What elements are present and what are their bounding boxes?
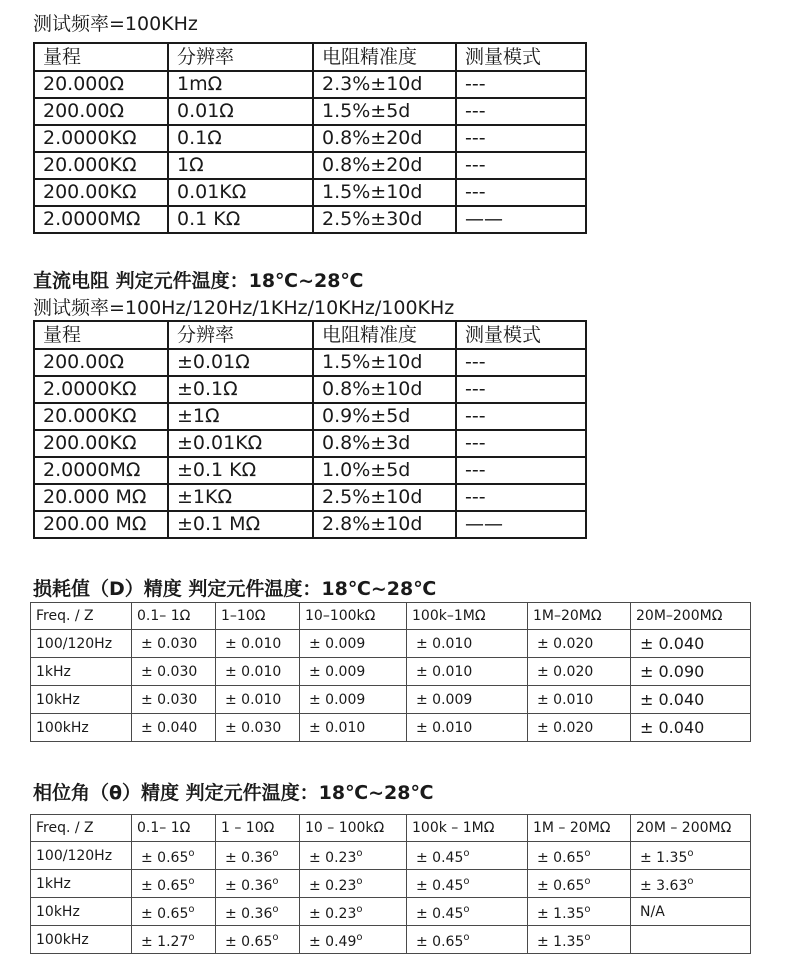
cell-frequency: 1kHz xyxy=(31,870,132,898)
phase-angle-accuracy-table xyxy=(30,814,751,954)
cell-range: 2.0000MΩ xyxy=(34,457,168,484)
cell-frequency: 10kHz xyxy=(31,898,132,926)
table-row xyxy=(34,349,586,376)
header-impedance-range: 20M – 200MΩ xyxy=(631,815,751,842)
cell-accuracy-value xyxy=(300,926,407,954)
degree-mark: o xyxy=(584,847,591,859)
loss-d-accuracy-table xyxy=(30,602,751,742)
cell-mode: —— xyxy=(456,511,586,538)
value-text: ± 0.36 xyxy=(225,849,273,866)
degree-mark: o xyxy=(188,847,195,859)
value-text: ± 0.65 xyxy=(416,933,464,950)
cell-accuracy-value xyxy=(407,870,528,898)
degree-mark: o xyxy=(188,903,195,915)
cell-accuracy-value: ± 0.009 xyxy=(300,630,407,658)
value-text: ± 1.35 xyxy=(640,849,688,866)
value-text: ± 3.63 xyxy=(640,877,688,894)
table-row xyxy=(34,484,586,511)
value-text: ± 0.36 xyxy=(225,877,273,894)
cell-accuracy-value: ± 0.009 xyxy=(300,686,407,714)
header-mode: 测量模式 xyxy=(456,321,586,349)
cell-accuracy-value xyxy=(300,898,407,926)
cell-resolution: ±1Ω xyxy=(168,403,313,430)
degree-mark: o xyxy=(356,931,363,943)
section-title-dc-resistance: 直流电阻 判定元件温度：18℃~28℃ xyxy=(33,270,364,292)
header-range: 量程 xyxy=(34,43,168,71)
table-row xyxy=(31,842,751,870)
cell-accuracy-value xyxy=(300,870,407,898)
header-accuracy: 电阻精准度 xyxy=(313,321,456,349)
value-text: ± 0.65 xyxy=(141,905,189,922)
value-text: ± 0.45 xyxy=(416,905,464,922)
section-title-loss-d: 损耗值（D）精度 判定元件温度：18℃~28℃ xyxy=(33,578,437,600)
cell-frequency: 100kHz xyxy=(31,714,132,742)
table-row xyxy=(31,870,751,898)
value-text: ± 0.65 xyxy=(225,933,273,950)
cell-accuracy-value xyxy=(407,842,528,870)
cell-mode: --- xyxy=(456,349,586,376)
cell-range: 200.00KΩ xyxy=(34,179,168,206)
degree-mark: o xyxy=(356,903,363,915)
cell-accuracy-value: ± 0.010 xyxy=(407,714,528,742)
cell-mode: --- xyxy=(456,484,586,511)
degree-mark: o xyxy=(584,903,591,915)
cell-accuracy: 0.8%±20d xyxy=(313,125,456,152)
cell-mode: --- xyxy=(456,457,586,484)
cell-accuracy-value: ± 0.010 xyxy=(300,714,407,742)
value-text: ± 0.45 xyxy=(416,849,464,866)
cell-accuracy-value xyxy=(132,870,216,898)
header-freq-z: Freq. / Z xyxy=(31,815,132,842)
cell-accuracy: 0.8%±3d xyxy=(313,430,456,457)
cell-frequency: 100kHz xyxy=(31,926,132,954)
table-row xyxy=(31,686,751,714)
table-row xyxy=(34,152,586,179)
cell-accuracy-value: ± 0.010 xyxy=(216,686,300,714)
cell-mode: —— xyxy=(456,206,586,233)
degree-mark: o xyxy=(584,931,591,943)
cell-range: 200.00Ω xyxy=(34,98,168,125)
degree-mark: o xyxy=(272,847,279,859)
table-row xyxy=(34,71,586,98)
table-header-row xyxy=(31,603,751,630)
cell-frequency: 1kHz xyxy=(31,658,132,686)
cell-resolution: 0.01Ω xyxy=(168,98,313,125)
header-impedance-range: 1 – 10Ω xyxy=(216,815,300,842)
table-row xyxy=(34,98,586,125)
cell-accuracy-value xyxy=(528,870,631,898)
header-impedance-range: 1M – 20MΩ xyxy=(528,815,631,842)
cell-resolution: ±0.1 MΩ xyxy=(168,511,313,538)
header-impedance-range: 10–100kΩ xyxy=(300,603,407,630)
value-text: ± 0.45 xyxy=(416,877,464,894)
cell-range: 200.00Ω xyxy=(34,349,168,376)
cell-range: 2.0000KΩ xyxy=(34,376,168,403)
cell-accuracy-value xyxy=(631,926,751,954)
cell-accuracy-value xyxy=(300,842,407,870)
cell-accuracy-value: ± 0.010 xyxy=(216,658,300,686)
value-text: ± 0.65 xyxy=(537,849,585,866)
table-row xyxy=(31,898,751,926)
cell-resolution: ±0.1 KΩ xyxy=(168,457,313,484)
table-row xyxy=(34,376,586,403)
cell-range: 20.000KΩ xyxy=(34,403,168,430)
cell-mode: --- xyxy=(456,125,586,152)
resistance-table-100khz xyxy=(33,42,587,234)
cell-resolution: ±1KΩ xyxy=(168,484,313,511)
degree-mark: o xyxy=(356,875,363,887)
cell-accuracy-value: ± 0.020 xyxy=(528,714,631,742)
header-freq-z: Freq. / Z xyxy=(31,603,132,630)
freq-line-multi: 测试频率=100Hz/120Hz/1KHz/10KHz/100KHz xyxy=(33,297,455,319)
value-text: ± 1.35 xyxy=(537,905,585,922)
cell-accuracy: 0.8%±20d xyxy=(313,152,456,179)
header-mode: 测量模式 xyxy=(456,43,586,71)
cell-accuracy-value xyxy=(216,842,300,870)
cell-resolution: ±0.01KΩ xyxy=(168,430,313,457)
cell-range: 2.0000KΩ xyxy=(34,125,168,152)
table-row xyxy=(34,430,586,457)
cell-mode: --- xyxy=(456,98,586,125)
cell-resolution: ±0.1Ω xyxy=(168,376,313,403)
cell-accuracy: 0.9%±5d xyxy=(313,403,456,430)
cell-accuracy-value xyxy=(528,926,631,954)
cell-accuracy-value xyxy=(407,898,528,926)
cell-range: 200.00KΩ xyxy=(34,430,168,457)
cell-accuracy-value xyxy=(216,898,300,926)
cell-resolution: 1mΩ xyxy=(168,71,313,98)
cell-accuracy-value: ± 0.040 xyxy=(631,714,751,742)
table-row xyxy=(34,403,586,430)
cell-mode: --- xyxy=(456,71,586,98)
cell-range: 20.000 MΩ xyxy=(34,484,168,511)
cell-mode: --- xyxy=(456,376,586,403)
cell-accuracy: 0.8%±10d xyxy=(313,376,456,403)
value-text: ± 0.23 xyxy=(309,905,357,922)
header-impedance-range: 1M–20MΩ xyxy=(528,603,631,630)
cell-resolution: 0.1 KΩ xyxy=(168,206,313,233)
cell-frequency: 10kHz xyxy=(31,686,132,714)
cell-accuracy-value xyxy=(631,870,751,898)
cell-range: 2.0000MΩ xyxy=(34,206,168,233)
cell-accuracy-value: ± 0.010 xyxy=(407,630,528,658)
header-resolution: 分辨率 xyxy=(168,43,313,71)
header-range: 量程 xyxy=(34,321,168,349)
value-text: ± 0.65 xyxy=(141,877,189,894)
cell-accuracy-value: ± 0.009 xyxy=(300,658,407,686)
cell-accuracy-value: ± 0.010 xyxy=(407,658,528,686)
cell-accuracy: 2.5%±30d xyxy=(313,206,456,233)
cell-resolution: 0.1Ω xyxy=(168,125,313,152)
table-row xyxy=(34,457,586,484)
table-row xyxy=(34,125,586,152)
cell-accuracy: 1.5%±10d xyxy=(313,179,456,206)
cell-range: 20.000Ω xyxy=(34,71,168,98)
table-row xyxy=(31,630,751,658)
table-row xyxy=(31,658,751,686)
cell-mode: --- xyxy=(456,179,586,206)
cell-accuracy-value xyxy=(528,898,631,926)
cell-accuracy: 2.3%±10d xyxy=(313,71,456,98)
cell-accuracy-value: ± 0.020 xyxy=(528,658,631,686)
cell-accuracy-value: ± 0.030 xyxy=(132,686,216,714)
degree-mark: o xyxy=(272,903,279,915)
value-text: ± 0.65 xyxy=(537,877,585,894)
header-impedance-range: 10 – 100kΩ xyxy=(300,815,407,842)
section-title-phase-angle: 相位角（θ）精度 判定元件温度：18℃~28℃ xyxy=(33,782,434,804)
cell-accuracy-value: ± 0.090 xyxy=(631,658,751,686)
cell-resolution: ±0.01Ω xyxy=(168,349,313,376)
header-impedance-range: 0.1– 1Ω xyxy=(132,815,216,842)
cell-accuracy-value: ± 0.040 xyxy=(631,686,751,714)
cell-accuracy-value xyxy=(132,898,216,926)
value-text: ± 0.36 xyxy=(225,905,273,922)
cell-accuracy-value: ± 0.010 xyxy=(216,630,300,658)
header-impedance-range: 100k–1MΩ xyxy=(407,603,528,630)
cell-accuracy-value: ± 0.010 xyxy=(528,686,631,714)
header-impedance-range: 100k – 1MΩ xyxy=(407,815,528,842)
cell-range: 20.000KΩ xyxy=(34,152,168,179)
table-row xyxy=(31,714,751,742)
cell-accuracy: 2.8%±10d xyxy=(313,511,456,538)
cell-accuracy-value: N/A xyxy=(631,898,751,926)
cell-accuracy-value xyxy=(216,870,300,898)
value-text: ± 0.65 xyxy=(141,849,189,866)
cell-resolution: 0.01KΩ xyxy=(168,179,313,206)
table-row xyxy=(34,206,586,233)
degree-mark: o xyxy=(463,875,470,887)
degree-mark: o xyxy=(463,903,470,915)
header-resolution: 分辨率 xyxy=(168,321,313,349)
degree-mark: o xyxy=(272,931,279,943)
table-header-row xyxy=(34,43,586,71)
cell-mode: --- xyxy=(456,152,586,179)
degree-mark: o xyxy=(188,875,195,887)
degree-mark: o xyxy=(463,847,470,859)
cell-accuracy-value: ± 0.040 xyxy=(132,714,216,742)
table-header-row xyxy=(34,321,586,349)
cell-accuracy: 1.0%±5d xyxy=(313,457,456,484)
degree-mark: o xyxy=(687,847,694,859)
value-text: ± 0.49 xyxy=(309,933,357,950)
cell-mode: --- xyxy=(456,430,586,457)
degree-mark: o xyxy=(272,875,279,887)
cell-accuracy-value xyxy=(528,842,631,870)
cell-resolution: 1Ω xyxy=(168,152,313,179)
degree-mark: o xyxy=(584,875,591,887)
header-accuracy: 电阻精准度 xyxy=(313,43,456,71)
freq-line-100khz: 测试频率=100KHz xyxy=(33,13,198,35)
cell-accuracy-value: ± 0.040 xyxy=(631,630,751,658)
cell-accuracy-value: ± 0.009 xyxy=(407,686,528,714)
cell-accuracy-value xyxy=(631,842,751,870)
degree-mark: o xyxy=(356,847,363,859)
cell-mode: --- xyxy=(456,403,586,430)
value-text: ± 1.27 xyxy=(141,933,189,950)
table-row xyxy=(34,179,586,206)
cell-accuracy-value xyxy=(216,926,300,954)
cell-frequency: 100/120Hz xyxy=(31,630,132,658)
header-impedance-range: 1–10Ω xyxy=(216,603,300,630)
value-text: ± 0.23 xyxy=(309,849,357,866)
cell-accuracy-value xyxy=(407,926,528,954)
cell-accuracy-value xyxy=(132,926,216,954)
cell-accuracy: 2.5%±10d xyxy=(313,484,456,511)
cell-accuracy: 1.5%±5d xyxy=(313,98,456,125)
degree-mark: o xyxy=(463,931,470,943)
cell-accuracy-value: ± 0.020 xyxy=(528,630,631,658)
degree-mark: o xyxy=(687,875,694,887)
cell-accuracy-value xyxy=(132,842,216,870)
cell-accuracy-value: ± 0.030 xyxy=(216,714,300,742)
header-impedance-range: 20M–200MΩ xyxy=(631,603,751,630)
cell-accuracy: 1.5%±10d xyxy=(313,349,456,376)
cell-range: 200.00 MΩ xyxy=(34,511,168,538)
table-header-row xyxy=(31,815,751,842)
value-text: ± 1.35 xyxy=(537,933,585,950)
cell-accuracy-value: ± 0.030 xyxy=(132,630,216,658)
resistance-table-dc xyxy=(33,320,587,539)
degree-mark: o xyxy=(188,931,195,943)
cell-frequency: 100/120Hz xyxy=(31,842,132,870)
table-row xyxy=(34,511,586,538)
header-impedance-range: 0.1– 1Ω xyxy=(132,603,216,630)
value-text: ± 0.23 xyxy=(309,877,357,894)
table-row xyxy=(31,926,751,954)
cell-accuracy-value: ± 0.030 xyxy=(132,658,216,686)
